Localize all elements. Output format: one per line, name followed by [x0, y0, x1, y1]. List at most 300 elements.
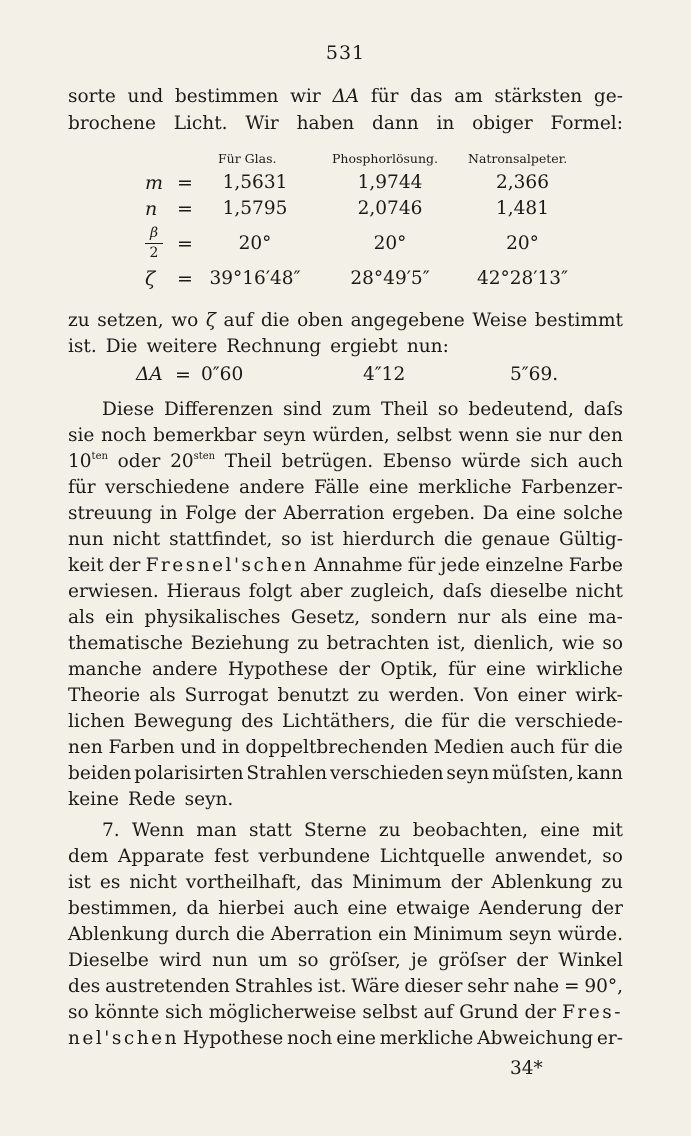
word: Strahles — [234, 976, 313, 997]
word: für — [441, 711, 470, 732]
word: möglicherweise — [208, 1002, 357, 1023]
word: eine — [368, 477, 409, 498]
table-cell: 39°16′48″ — [209, 268, 301, 289]
word: wirkliche — [536, 659, 623, 680]
word: zu — [297, 633, 319, 654]
word: die — [235, 924, 265, 945]
result-value: 4″12 — [363, 364, 406, 385]
word: Ablenkung — [68, 924, 169, 945]
word: erwiesen. — [68, 581, 159, 602]
word: nicht — [112, 529, 161, 550]
word: fest — [214, 846, 249, 867]
var-zeta: ζ — [145, 268, 156, 290]
word: Farben — [108, 737, 175, 758]
word: Ebenso — [382, 451, 452, 472]
beta-half-fraction — [145, 226, 163, 261]
word: sorte — [68, 86, 116, 107]
result-label: ΔA — [136, 364, 163, 385]
word: für — [448, 659, 476, 680]
word: in — [221, 737, 240, 758]
word: der — [338, 659, 371, 680]
text-line — [68, 735, 623, 761]
word: nur — [457, 607, 491, 628]
word: zum — [331, 399, 372, 420]
word: Optik, — [380, 659, 438, 680]
word: Licht. — [173, 113, 228, 134]
word: so — [437, 399, 459, 420]
word: durch — [174, 924, 230, 945]
word: bestimmen — [174, 86, 279, 107]
word: sondern — [370, 607, 447, 628]
equals-sign: = — [175, 364, 191, 386]
word: Fresnel'schen — [145, 555, 309, 576]
word: eine — [336, 1028, 376, 1049]
word: nun — [68, 529, 104, 550]
word: ge- — [593, 86, 623, 107]
word: für — [407, 555, 436, 576]
text-line — [68, 111, 623, 137]
text-line — [68, 974, 623, 1000]
word: des — [68, 976, 101, 997]
word: verschieden — [329, 763, 444, 784]
word: Von — [473, 685, 509, 706]
word: Minimum — [413, 924, 503, 945]
word: ist. — [68, 336, 97, 357]
word: nun: — [406, 336, 449, 357]
table-cell: 2,366 — [496, 172, 549, 193]
word: für — [560, 737, 589, 758]
word: eine — [486, 659, 526, 680]
table-cell: 20° — [506, 233, 539, 254]
text-line — [68, 657, 623, 683]
word: Wäre — [351, 976, 400, 997]
word: verschiede- — [515, 711, 623, 732]
word: austretenden — [105, 976, 230, 997]
word: seyn. — [184, 789, 234, 810]
word: Rede — [127, 789, 176, 810]
fraction-numerator: β — [149, 225, 159, 241]
word: merkliche — [379, 1028, 474, 1049]
word: am — [454, 86, 483, 107]
equals-sign: = — [177, 268, 193, 290]
word: Weise — [472, 310, 528, 331]
word: da — [186, 898, 210, 919]
equals-sign: = — [177, 172, 193, 194]
word: nun — [212, 950, 248, 971]
word: sie — [515, 425, 543, 446]
word: einzelne — [485, 555, 564, 576]
word: seyn — [446, 763, 490, 784]
column-header-saltpeter: Natronsalpeter. — [468, 151, 568, 166]
word: hierbei — [218, 898, 285, 919]
word: lichen — [68, 711, 125, 732]
word: Theorie — [68, 685, 141, 706]
equals-sign: = — [177, 233, 193, 255]
word: so — [68, 1002, 89, 1023]
word: selbst — [362, 1002, 418, 1023]
text-line — [68, 683, 623, 709]
word: ist, — [437, 633, 466, 654]
word: so — [602, 846, 623, 867]
word: keit — [68, 555, 104, 576]
result-value: 5″69. — [510, 364, 559, 385]
word: wird — [159, 950, 202, 971]
word: dem — [68, 846, 109, 867]
word: Wir — [245, 113, 279, 134]
word: keine — [68, 789, 119, 810]
word: der — [244, 503, 276, 524]
word: Bewegung — [133, 711, 233, 732]
word: um — [258, 950, 288, 971]
word: nicht — [129, 872, 177, 893]
word: bestimmt — [534, 310, 623, 331]
word: ein — [105, 607, 134, 628]
word: und — [180, 737, 217, 758]
word: Beziehung — [190, 633, 290, 654]
word: der — [516, 950, 549, 971]
word: zu — [378, 820, 401, 841]
word: selbst — [396, 425, 452, 446]
word: gröſser, — [328, 950, 401, 971]
word: betrügen. — [281, 451, 374, 472]
text-line — [68, 844, 623, 870]
text-line — [68, 501, 623, 527]
table-cell: 1,9744 — [357, 172, 423, 193]
word: Ablenkung — [491, 872, 593, 893]
word: dann — [372, 113, 419, 134]
word: als — [500, 607, 528, 628]
word: die — [594, 737, 623, 758]
word: für — [370, 86, 399, 107]
word: Lichtquelle — [379, 846, 486, 867]
word: weitere — [146, 336, 218, 357]
word: sich — [165, 1002, 203, 1023]
fraction-bar — [145, 243, 163, 244]
column-header-glass: Für Glas. — [218, 151, 277, 166]
word: die — [260, 310, 290, 331]
word: die — [404, 711, 433, 732]
text-line — [68, 761, 623, 787]
word: Minimum — [351, 872, 442, 893]
word: das — [310, 872, 343, 893]
word: betrachten — [326, 633, 430, 654]
word: ist — [68, 872, 91, 893]
word: merkliche — [417, 477, 512, 498]
word: nur — [548, 425, 582, 446]
word: Folge — [185, 503, 237, 524]
word: Hieraus — [166, 581, 241, 602]
word: die — [477, 711, 507, 732]
word: sind — [282, 399, 323, 420]
text-line — [68, 709, 623, 735]
word: statt — [248, 820, 292, 841]
word: dieselbe — [489, 581, 568, 602]
word: Theil — [381, 399, 429, 420]
catchword: 34* — [510, 1058, 543, 1079]
word: er- — [596, 1028, 623, 1049]
table-cell: 1,481 — [496, 198, 549, 219]
word: würde. — [557, 924, 623, 945]
text-line — [68, 787, 623, 813]
word: eine — [540, 820, 580, 841]
word: Rechnung — [226, 336, 322, 357]
word: dieser — [404, 976, 463, 997]
table-cell: 2,0746 — [357, 198, 423, 219]
word: bemerkbar — [153, 425, 257, 446]
word: ergiebt — [330, 336, 398, 357]
text-line — [68, 527, 623, 553]
word: noch — [101, 425, 147, 446]
word: nahe — [513, 976, 560, 997]
word: Abweichung — [477, 1028, 594, 1049]
word: Medien — [433, 737, 505, 758]
word: eine — [537, 607, 578, 628]
table-cell: 1,5631 — [222, 172, 288, 193]
word: so — [297, 950, 319, 971]
word: kann — [576, 763, 623, 784]
text-line — [68, 870, 623, 896]
word: würde — [461, 451, 521, 472]
text-line — [68, 553, 623, 579]
word: Die — [105, 336, 138, 357]
word: Hypothese — [227, 659, 329, 680]
table-cell: 1,5795 — [222, 198, 288, 219]
text-line — [68, 896, 623, 922]
word: in — [436, 113, 455, 134]
word: solche — [563, 503, 623, 524]
word: mit — [592, 820, 623, 841]
word: Hypothese — [182, 1028, 284, 1049]
text-line — [68, 449, 623, 475]
word: seyn — [262, 425, 306, 446]
word: oder — [117, 451, 161, 472]
word: je — [411, 950, 428, 971]
text-line — [102, 397, 623, 423]
word: werden. — [388, 685, 465, 706]
text-line — [68, 84, 623, 110]
word: es — [99, 872, 121, 893]
word: ma- — [588, 607, 623, 628]
text-line — [68, 922, 623, 948]
word: Aberration — [270, 924, 373, 945]
word: obiger — [472, 113, 533, 134]
word: $10^{ten}$ — [68, 451, 108, 472]
word: so — [602, 633, 623, 654]
word: $20^{sten}$ — [170, 451, 216, 472]
table-cell: 20° — [238, 233, 272, 254]
word: Fres- — [562, 1002, 623, 1023]
word: Wenn — [131, 820, 185, 841]
word: wo — [171, 310, 199, 331]
word: hierdurch — [342, 529, 435, 550]
word: würden, — [312, 425, 390, 446]
word: wie — [561, 633, 595, 654]
word: Differenzen — [163, 399, 274, 420]
word: wenn — [458, 425, 509, 446]
word: polarisirten — [134, 763, 244, 784]
text-line — [68, 579, 623, 605]
text-line — [68, 423, 623, 449]
word: sehr — [467, 976, 509, 997]
word: in — [159, 503, 178, 524]
column-header-phosphorus: Phosphorlösung. — [332, 151, 438, 166]
text-line — [68, 308, 623, 334]
word: die — [443, 529, 473, 550]
word: = — [563, 976, 580, 997]
word: vortheilhaft, — [185, 872, 302, 893]
table-cell: 28°49′5″ — [350, 268, 430, 289]
word: genaue — [481, 529, 551, 550]
word: auch — [577, 451, 623, 472]
result-value: 0″60 — [201, 364, 244, 385]
word: ist — [310, 529, 334, 550]
text-line — [102, 818, 623, 844]
word: ergeben. — [392, 503, 476, 524]
word: noch — [287, 1028, 333, 1049]
word: Surrogat — [184, 685, 269, 706]
word: setzen, — [97, 310, 164, 331]
word: auch — [509, 737, 556, 758]
word: aber — [299, 581, 343, 602]
word: etwaige — [396, 898, 470, 919]
word: Farbenzer- — [520, 477, 623, 498]
word: könnte — [94, 1002, 160, 1023]
word: zu — [357, 685, 380, 706]
word: andere — [239, 477, 305, 498]
word: stärksten — [494, 86, 583, 107]
word: auf — [423, 1002, 454, 1023]
word: Formel: — [550, 113, 623, 134]
word: dienlich, — [473, 633, 555, 654]
word: ist. — [317, 976, 347, 997]
word: nen — [68, 737, 103, 758]
word: 90°, — [584, 976, 623, 997]
word: müſsten, — [492, 763, 575, 784]
word: so — [281, 529, 302, 550]
word: Da — [482, 503, 509, 524]
page-number: 531 — [325, 42, 366, 64]
word: eine — [515, 503, 556, 524]
word: brochene — [68, 113, 156, 134]
word: thematische — [68, 633, 183, 654]
table-cell: 42°28′13″ — [477, 268, 568, 289]
word: folgt — [248, 581, 292, 602]
table-cell: 20° — [373, 233, 407, 254]
word: das — [410, 86, 443, 107]
word: beiden — [68, 763, 132, 784]
word: auch — [293, 898, 339, 919]
word: der — [108, 555, 141, 576]
word: Gesetz, — [290, 607, 361, 628]
word: bestimmen, — [68, 898, 178, 919]
word: andere — [152, 659, 218, 680]
word: bedeutend, — [468, 399, 574, 420]
text-line — [68, 1000, 623, 1026]
word: zu — [601, 872, 623, 893]
word: Grund — [459, 1002, 519, 1023]
word: Strahlen — [246, 763, 328, 784]
equals-sign: = — [177, 198, 193, 220]
text-line — [68, 948, 623, 974]
word: Fälle — [313, 477, 360, 498]
word: physikalisches — [144, 607, 281, 628]
word: oben — [297, 310, 343, 331]
word: haben — [296, 113, 355, 134]
word: nicht — [575, 581, 623, 602]
word: manche — [68, 659, 142, 680]
word: gröſser — [438, 950, 507, 971]
text-line — [68, 334, 623, 360]
word: man — [196, 820, 237, 841]
word: zugleich, — [350, 581, 435, 602]
word: eine — [347, 898, 388, 919]
word: stattfindet, — [169, 529, 273, 550]
word: den — [588, 425, 623, 446]
word: auf — [223, 310, 254, 331]
word: doppeltbrechenden — [245, 737, 428, 758]
word: Diese — [102, 399, 155, 420]
word: sich — [530, 451, 569, 472]
word: für — [68, 477, 96, 498]
word: streuung — [68, 503, 153, 524]
word: und — [127, 86, 164, 107]
word: des — [241, 711, 274, 732]
word: der — [591, 898, 623, 919]
word: beobachten, — [412, 820, 529, 841]
word: verschiedene — [105, 477, 230, 498]
word: verbundene — [258, 846, 371, 867]
word: Apparate — [118, 846, 205, 867]
word: Gültig- — [558, 529, 623, 550]
word: Farbe — [568, 555, 623, 576]
text-line — [68, 1026, 623, 1052]
word: der — [450, 872, 483, 893]
word: einer — [517, 685, 567, 706]
word: Aenderung — [478, 898, 583, 919]
text-line — [68, 631, 623, 657]
word: benutzt — [277, 685, 349, 706]
var-m: m — [145, 172, 164, 194]
word: nel'schen — [68, 1028, 179, 1049]
word: 7. — [102, 820, 120, 841]
word: Lichtäthers, — [282, 711, 396, 732]
word: wir — [290, 86, 321, 107]
word: angegebene — [350, 310, 465, 331]
word: als — [68, 607, 95, 628]
word: ein — [378, 924, 407, 945]
word: daſs — [442, 581, 482, 602]
word: Theil — [224, 451, 272, 472]
word: Sterne — [303, 820, 367, 841]
word: seyn — [508, 924, 552, 945]
text-line — [68, 605, 623, 631]
text-line — [68, 475, 623, 501]
word: sie — [68, 425, 95, 446]
fraction-denominator: 2 — [149, 245, 159, 261]
word: ζ — [205, 310, 216, 331]
var-n: n — [145, 198, 158, 220]
word: anwendet, — [494, 846, 593, 867]
word: wirk- — [575, 685, 623, 706]
word: Winkel — [558, 950, 623, 971]
word: zu — [68, 310, 90, 331]
word: Dieselbe — [68, 950, 149, 971]
word: als — [149, 685, 176, 706]
word: daſs — [583, 399, 623, 420]
word: der — [524, 1002, 557, 1023]
word: ΔA — [332, 86, 360, 107]
word: Annahme — [313, 555, 403, 576]
